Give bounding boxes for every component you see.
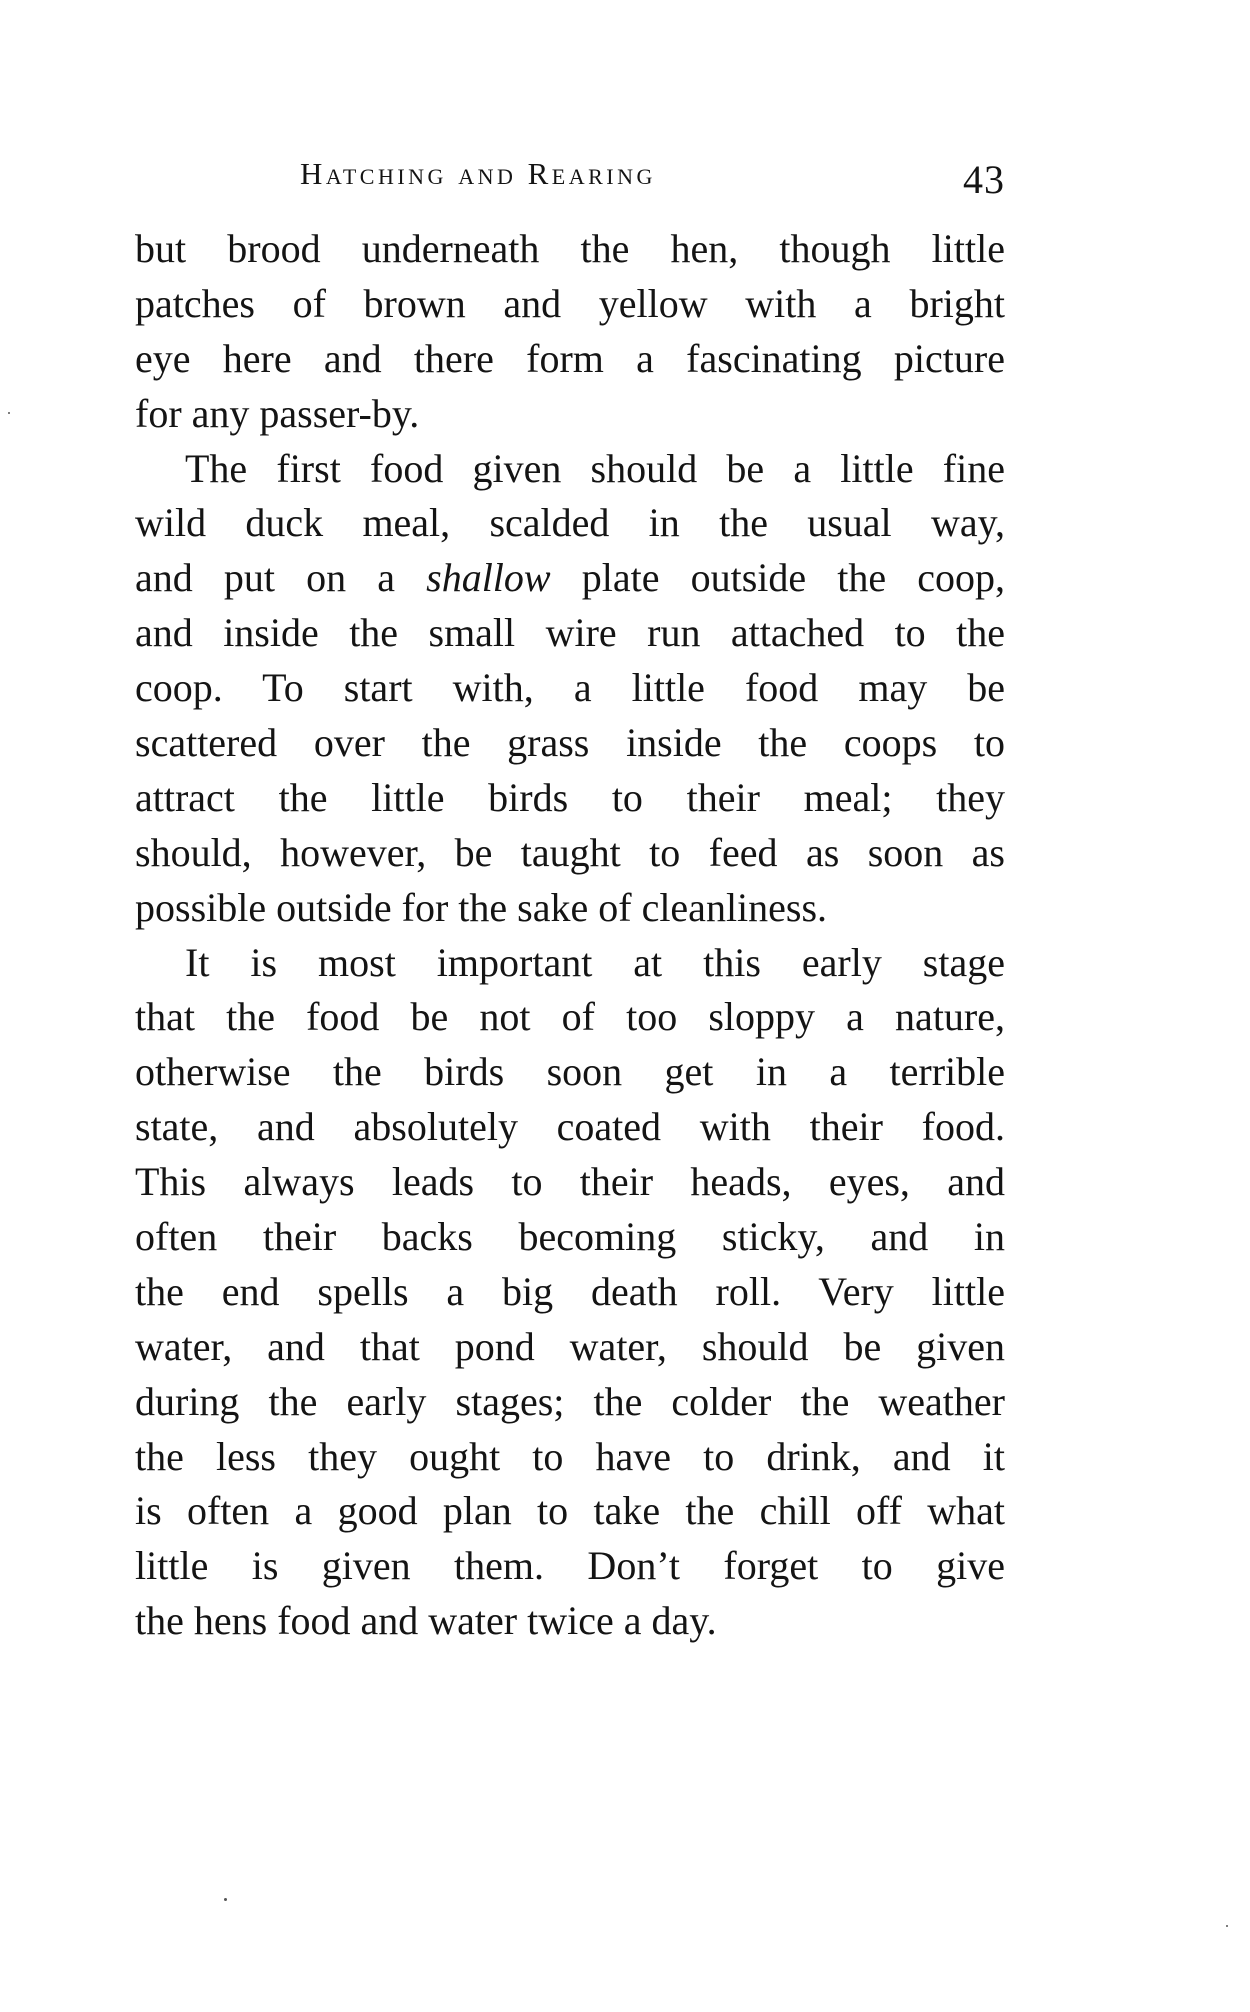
text-line: often their backs becoming sticky, and in — [135, 1214, 1005, 1260]
paragraph-3 — [135, 936, 1005, 1650]
text-line: the end spells a big death roll. Very little — [135, 1268, 1005, 1314]
text-line: coop. To start with, a little food may be — [135, 665, 1005, 711]
text-line: otherwise the birds soon get in a terrible — [135, 1049, 1005, 1095]
text-line: The first food given should be a little fine — [185, 445, 1005, 491]
text-line: water, and that pond water, should be given — [135, 1323, 1005, 1369]
print-speck — [1226, 1925, 1228, 1927]
text-line: the hens food and water twice a day. — [135, 1598, 717, 1644]
text-line: attract the little birds to their meal; they — [135, 774, 1005, 820]
text-line: little is given them. Don’t forget to give — [135, 1543, 1005, 1589]
text-line: state, and absolutely coated with their food. — [135, 1104, 1005, 1150]
italic-word: shallow — [426, 555, 551, 601]
text-line: that the food be not of too sloppy a nature, — [135, 994, 1005, 1040]
text-line: This always leads to their heads, eyes, and — [135, 1159, 1005, 1205]
text-line — [135, 551, 1005, 606]
text-line: scattered over the grass inside the coops to — [135, 720, 1005, 766]
text-line: and inside the small wire run attached to the — [135, 610, 1005, 656]
print-speck — [8, 412, 10, 414]
text-line: is often a good plan to take the chill off what — [135, 1488, 1005, 1534]
text-line: during the early stages; the colder the weather — [135, 1378, 1005, 1424]
running-head — [135, 150, 1005, 210]
print-speck — [224, 1898, 227, 1901]
text-segment: and put on a — [135, 555, 395, 601]
text-line: for any passer-by. — [135, 390, 420, 436]
text-line: should, however, be taught to feed as soon as — [135, 829, 1005, 875]
paragraph-1 — [135, 222, 1005, 442]
text-line: patches of brown and yellow with a bright — [135, 280, 1005, 326]
text-line: the less they ought to have to drink, and it — [135, 1433, 1005, 1479]
paragraph-2 — [135, 442, 1005, 936]
running-title: Hatching and Rearing — [300, 156, 656, 191]
text-segment: plate outside the coop, — [581, 555, 1006, 601]
text-line: possible outside for the sake of cleanliness. — [135, 884, 828, 930]
page-number: 43 — [963, 157, 1005, 202]
text-line: wild duck meal, scalded in the usual way, — [135, 500, 1005, 546]
text-line: It is most important at this early stage — [185, 939, 1005, 985]
text-line: but brood underneath the hen, though little — [135, 226, 1005, 271]
body-text — [135, 222, 1005, 1649]
text-line: eye here and there form a fascinating picture — [135, 335, 1005, 381]
